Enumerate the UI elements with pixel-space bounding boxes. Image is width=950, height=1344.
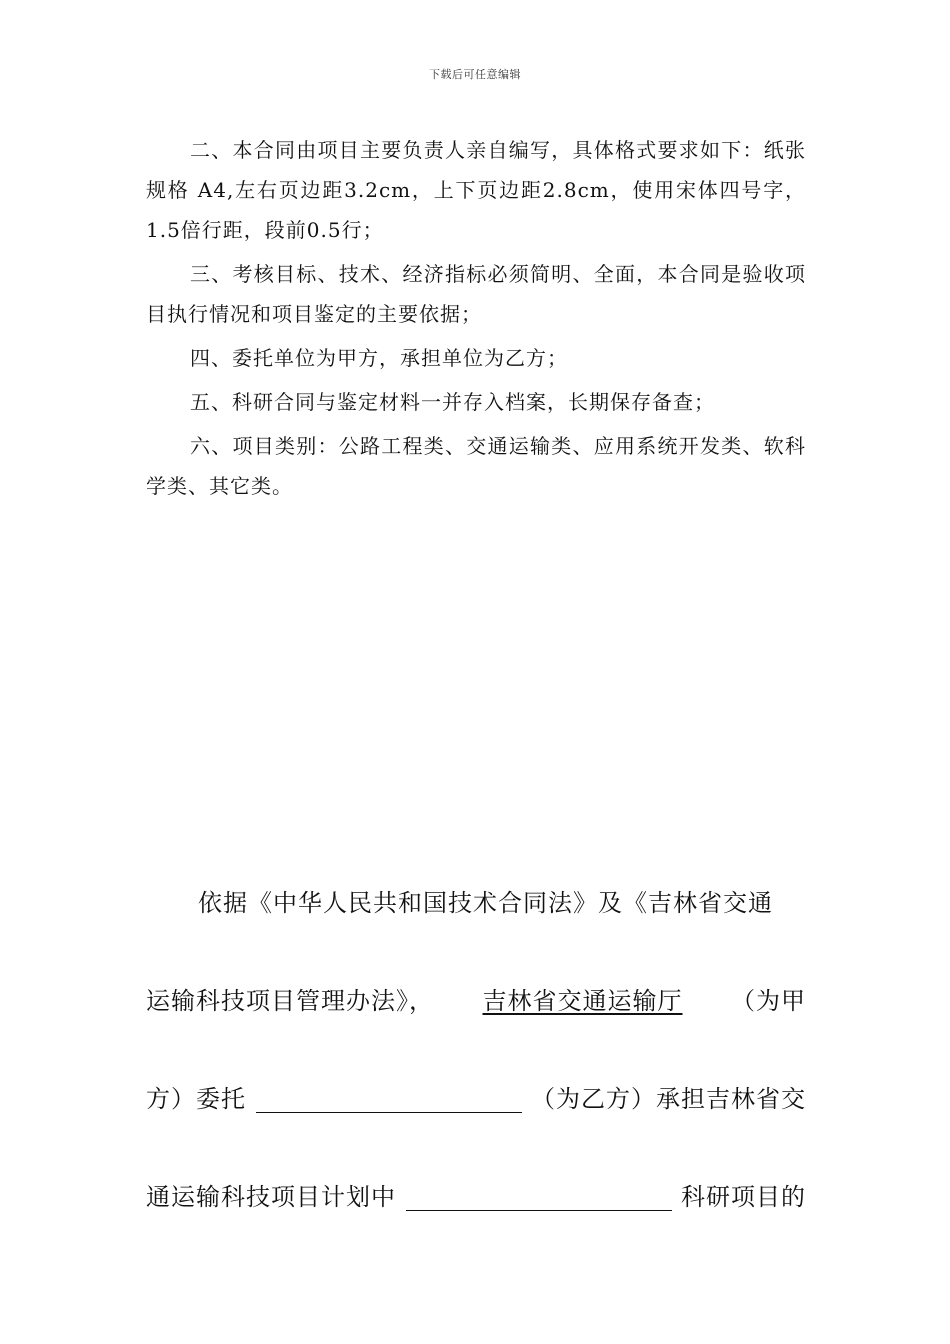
project-name-blank-field[interactable]	[406, 1184, 672, 1211]
party-a-field[interactable]: 吉林省交通运输厅	[482, 987, 683, 1015]
instruction-item-5: 五、科研合同与鉴定材料一并存入档案，长期保存备查；	[190, 390, 715, 414]
preamble-text-2b: （为甲	[731, 987, 806, 1015]
preamble-text-3b: （为乙方）承担吉林省交	[531, 1085, 806, 1113]
instruction-item-2: 二、本合同由项目主要负责人亲自编写，具体格式要求如下：纸张规格 A4,左右页边距3.2cm，上下页边距2.8cm，使用宋体四号字，1.5倍行距，段前0.5行；	[146, 138, 806, 242]
party-b-blank-field[interactable]	[256, 1086, 522, 1113]
preamble-text-4: 通运输科技项目计划中	[146, 1183, 396, 1211]
preamble-text-4b: 科研项目的	[681, 1183, 806, 1211]
contract-preamble	[146, 870, 806, 1230]
instruction-item-3: 三、考核目标、技术、经济指标必须简明、全面，本合同是验收项目执行情况和项目鉴定的主要依据；	[146, 262, 806, 326]
preamble-text-1: 依据《中华人民共和国技术合同法》及《吉林省交通	[198, 889, 773, 917]
preamble-text-2: 运输科技项目管理办法》，	[146, 987, 434, 1015]
preamble-line-4	[146, 1164, 806, 1230]
instructions-section	[146, 130, 806, 510]
instruction-item-6: 六、项目类别：公路工程类、交通运输类、应用系统开发类、软科学类、其它类。	[146, 434, 806, 498]
preamble-line-3	[146, 1066, 806, 1132]
page-header-note: 下载后可任意编辑	[429, 68, 521, 81]
instruction-item-4: 四、委托单位为甲方，承担单位为乙方；	[190, 346, 568, 370]
preamble-line-2	[146, 968, 806, 1034]
preamble-line-1	[146, 870, 806, 936]
preamble-text-3: 方）委托	[146, 1085, 246, 1113]
